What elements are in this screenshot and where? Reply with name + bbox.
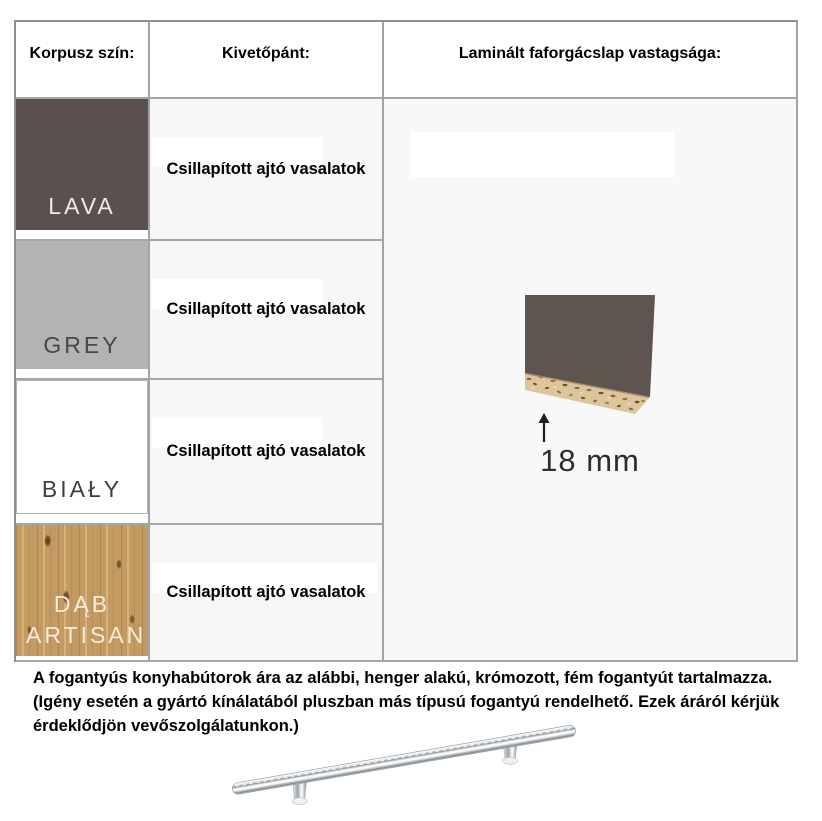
swatch-cell-lava bbox=[16, 99, 150, 241]
swatch-label-grey: GREY bbox=[43, 332, 121, 359]
hinge-cell-dab-artisan bbox=[150, 525, 384, 662]
swatch-label-lava: LAVA bbox=[48, 193, 116, 220]
blank-image-area bbox=[410, 132, 674, 177]
handle-image bbox=[222, 712, 587, 807]
hinge-text: Csillapított ajtó vasalatok bbox=[166, 159, 366, 178]
hinge-cell-lava bbox=[150, 99, 384, 241]
swatch-label-bialy: BIAŁY bbox=[41, 476, 123, 503]
swatch-grey bbox=[16, 241, 148, 369]
swatch-bialy bbox=[16, 380, 148, 514]
swatch-label-dab-artisan: DĄB ARTISAN bbox=[26, 590, 147, 649]
arrow-up-icon bbox=[537, 413, 551, 443]
hinge-text: Csillapított ajtó vasalatok bbox=[166, 442, 366, 460]
footer-line-1: A fogantyús konyhabútorok ára az alábbi, henger alakú, krómozott, fém fogantyút tartalmazza. bbox=[33, 669, 773, 687]
swatch-dab-artisan bbox=[16, 525, 148, 656]
hinge-cell-bialy bbox=[150, 380, 384, 525]
thickness-label: 18 mm bbox=[540, 443, 640, 478]
header-corpus-color: Korpusz szín: bbox=[16, 22, 150, 99]
header-hinge: Kivetőpánt: bbox=[150, 22, 384, 99]
swatch-cell-bialy bbox=[16, 380, 150, 525]
swatch-lava bbox=[16, 99, 148, 230]
hinge-text: Csillapított ajtó vasalatok bbox=[166, 300, 366, 318]
chipboard-image bbox=[519, 289, 659, 414]
footer-line-2: (Igény esetén a gyártó kínálatából pluszban más típusú fogantyú rendelhető. Ezek áráról kérjük bbox=[33, 693, 780, 711]
hinge-text: Csillapított ajtó vasalatok bbox=[166, 583, 366, 601]
footer-line-3: érdeklődjön vevőszolgálatunkon.) bbox=[33, 717, 299, 735]
spec-table bbox=[14, 20, 798, 662]
swatch-cell-dab-artisan bbox=[16, 525, 150, 662]
header-board-thickness: Laminált faforgácslap vastagsága: bbox=[384, 22, 798, 99]
swatch-cell-grey bbox=[16, 241, 150, 380]
hinge-cell-grey bbox=[150, 241, 384, 380]
board-cell bbox=[384, 99, 798, 662]
